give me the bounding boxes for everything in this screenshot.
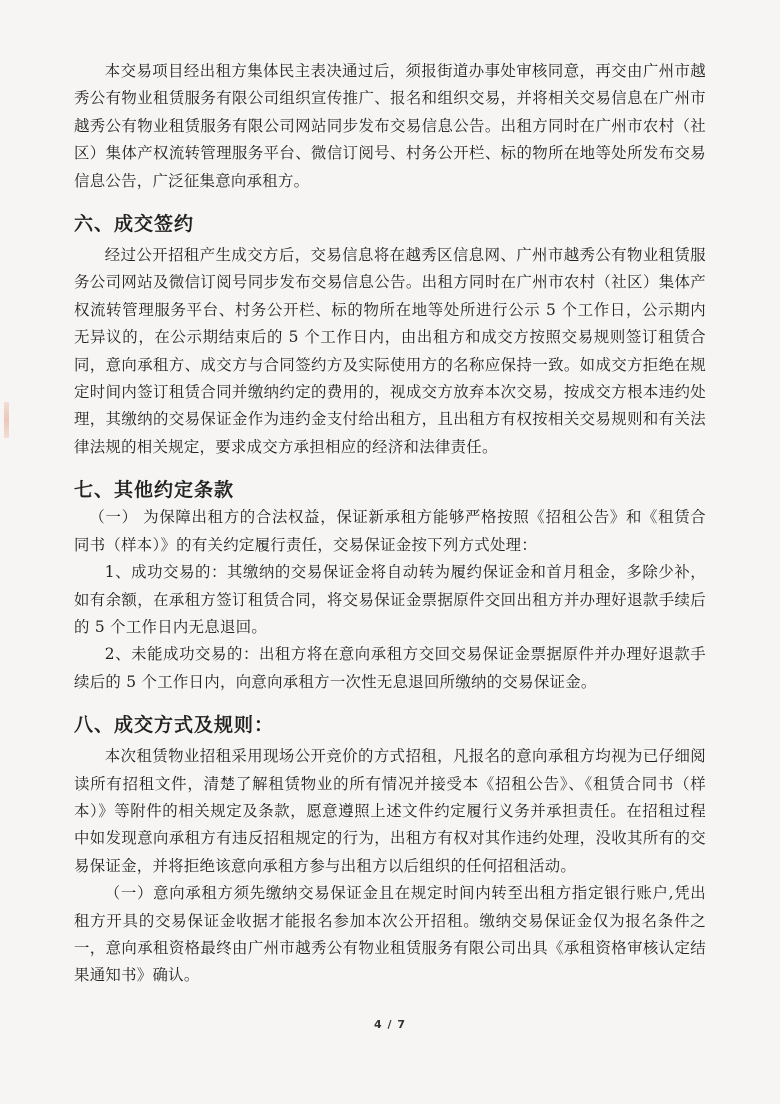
page-number: 4 / 7	[374, 1018, 406, 1031]
section-7-heading: 七、其他约定条款	[74, 479, 235, 502]
section-8-body: 本次租赁物业招租采用现场公开竞价的方式招租，凡报名的意向承租方均视为已仔细阅读所有招租文件，清楚了解租赁物业的所有情况并接受本《招租公告》、《租赁合同书（样本）》等附件的相关规定及条款，愿意遵照上述文件约定履行义务并承担责任。在招租过程中如发现意向承租方有违反招租规定的行为，出租方有权对其作违约处理，没收其所有的交易保证金，并将拒绝该意向承租方参与出租方以后组织的任何招租活动。	[74, 747, 706, 875]
document-body	[74, 58, 706, 990]
section-7-item-1: 1、成功交易的：其缴纳的交易保证金将自动转为履约保证金和首月租金，多除少补，如有余额，在承租方签订租赁合同，将交易保证金票据原件交回出租方并办理好退款手续后的 5 个工作日内无息退回。	[74, 563, 706, 636]
section-7-item-2: 2、未能成功交易的：出租方将在意向承租方交回交易保证金票据原件并办理好退款手续后的 5 个工作日内，向意向承租方一次性无息退回所缴纳的交易保证金。	[74, 645, 706, 691]
section-8-clause-1: （一）意向承租方须先缴纳交易保证金且在规定时间内转至出租方指定银行账户,凭出租方开具的交易保证金收据才能报名参加本次公开招租。缴纳交易保证金仅为报名条件之一，意向承租资格最终由广州市越秀公有物业租赁服务有限公司出具《承租资格审核认定结果通知书》确认。	[74, 884, 706, 985]
section-6-heading: 六、成交签约	[74, 213, 195, 236]
section-8-heading: 八、成交方式及规则：	[74, 714, 275, 737]
scan-edge-mark	[4, 402, 9, 438]
section-6-body: 经过公开招租产生成交方后，交易信息将在越秀区信息网、广州市越秀公有物业租赁服务公司网站及微信订阅号同步发布交易信息公告。出租方同时在广州市农村（社区）集体产权流转管理服务平台、村务公开栏、标的物所在地等处所进行公示 5 个工作日，公示期内无异议的，在公示期结束后的 5 个工作日内，由出租方和成交方按照交易规则签订租赁合同，意向承租方、成交方与合同签约方及实际使用方的名称应保持一致。如成交方拒绝在规定时间内签订租赁合同并缴纳约定的费用的，视成交方放弃本次交易，按成交方根本违约处理，其缴纳的交易保证金作为违约金支付给出租方，且出租方有权按相关交易规则和有关法律法规的相关规定，要求成交方承担相应的经济和法律责任。	[74, 246, 706, 456]
section-7-clause-1: （一） 为保障出租方的合法权益，保证新承租方能够严格按照《招租公告》和《租赁合同书（样本）》的有关约定履行责任，交易保证金按下列方式处理：	[74, 508, 706, 554]
intro-paragraph: 本交易项目经出租方集体民主表决通过后，须报街道办事处审核同意，再交由广州市越秀公有物业租赁服务有限公司组织宣传推广、报名和组织交易，并将相关交易信息在广州市越秀公有物业租赁服务有限公司网站同步发布交易信息公告。出租方同时在广州市农村（社区）集体产权流转管理服务平台、微信订阅号、村务公开栏、标的物所在地等处所发布交易信息公告，广泛征集意向承租方。	[74, 62, 706, 190]
